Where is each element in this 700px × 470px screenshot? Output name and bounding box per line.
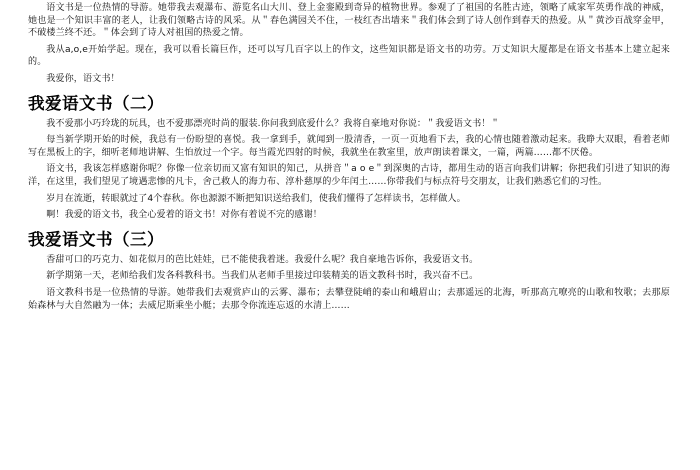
paragraph: 香甜可口的巧克力、如花似月的芭比娃娃，已不能使我着迷。我爱什么呢？我自豪地告诉你，我爱语文书。	[46, 254, 479, 265]
paragraph: 我从a,o,e开始学起。现在，我可以看长篇巨作，还可以写几百字以上的作文，这些知识都是语文书的功劳。万丈知识大厦都是在语文书基本上建立起来的。	[28, 44, 670, 68]
paragraph: 我爱你，语文书！	[46, 73, 120, 84]
paragraph: 岁月在流逝，转眼就过了4个春秋。你也源源不断把知识送给我们，使我们懂得了怎样读书，怎样做人。	[46, 193, 466, 204]
paragraph: 每当新学期开始的时候，我总有一份盼望的喜悦。我一拿到手，就闻到一股清香，一页一页地看下去，我的心情也随着激动起来。我睁大双眼，看着老师写在黑板上的字，细听老师地讲解、生怕放过一个字。每当霞光四射的时候，我就坐在教室里，放声朗读着课文，一篇，两篇……都不厌倦。	[28, 135, 670, 158]
paragraph: 语文书，我该怎样感谢你呢？你像一位亲切而又富有知识的知己，从拼音＂a o e＂到深奥的古诗，都用生动的语言向我们讲解；你把我们引进了知识的海洋，在这里，我们望见了境遇悲惨的凡卡，舍己救人的海力布、淳朴慈厚的少年闰土……你带我们与标点符号交朋友，让我们熟悉它们的习性。	[28, 164, 670, 187]
paragraph: 语文书是一位热情的导游。她带我去观瀑布、游览名山大川、登上金銮殿到奇异的植物世界。参观了了祖国的名胜古迹，领略了咸家军英勇作战的神威，她也是一个知识丰富的老人，让我们领略古诗的风采。从＂春色满园关不住，一枝红杏出墙来＂我们体会到了诗人创作到春天的热爱。从＂黄沙百战穿金甲，不破楼兰终不还。＂体会到了诗人对祖国的热爱之情。	[28, 3, 670, 39]
section-heading: 我爱语文书（二）	[28, 93, 164, 113]
paragraph: 新学期第一天，老师给我们发各科教科书。当我们从老师手里接过印装精美的语文教科书时，我兴奋不已。	[46, 271, 479, 282]
paragraph: 啊！我爱的语文书，我全心爱着的语文书！对你有着说不完的感谢！	[46, 210, 323, 221]
paragraph: 语文教科书是一位热情的导游。她带我们去观赏庐山的云雾、瀑布；去攀登陡峭的泰山和峨眉山；去那遥远的北海，听那高亢嘹亮的山歌和牧歌；去那原始森林与大自然融为一体；去威尼斯乘坐小艇；去那令你流连忘返的水清上……	[28, 287, 670, 311]
document-body	[28, 2, 670, 312]
paragraph: 我不爱那小巧玲珑的玩具，也不爱那漂亮时尚的服装.你问我到底爱什么？我将自豪地对你说：＂我爱语文书！＂	[46, 118, 500, 129]
section-heading: 我爱语文书（三）	[28, 229, 164, 249]
